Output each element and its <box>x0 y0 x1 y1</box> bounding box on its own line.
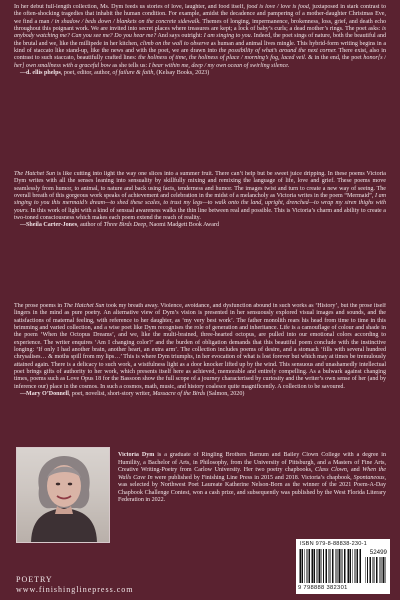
blurb-odonnell <box>14 303 386 433</box>
barcode-bar <box>367 557 368 583</box>
barcode-bar <box>330 549 331 583</box>
isbn-barcode <box>299 549 361 583</box>
barcode-bar <box>319 549 321 583</box>
barcode-bar <box>376 557 378 583</box>
price-barcode <box>365 557 386 583</box>
barcode-bar <box>314 549 316 583</box>
barcode-digits: 9 798888 382301 <box>298 585 348 591</box>
barcode-bar <box>305 549 306 583</box>
barcode-bar <box>311 549 312 583</box>
price-code: 52499 <box>369 549 387 556</box>
author-bio: Victoria Dym is a graduate of Ringling Brothers Barnum and Bailey Clown College with a degree in Humility, a Bachelor of Arts, in Philosophy, from the University of Pittsburgh, and a Masters of Fine Arts, Creative Writing-Poetry from Carlow University. Her two poetry chapbooks, Class Clown, and When the Walls Cave In were published by Finishing Line Press in 2015 and 2018. Victoria’s chapbook, Spontaneous, was selected by Northwest Poet Laureate Katherine Nelson-Born as the winner of the 2021 Poem-A-Day Chapbook Challenge Contest, won a cash prize, and subsequently was published by the West Florida Literary Federation in 2022. <box>118 452 386 503</box>
barcode-bar <box>307 549 308 583</box>
barcode-bar <box>342 549 343 583</box>
barcode-bar <box>323 549 324 583</box>
barcode-bar <box>372 557 373 583</box>
barcode-bar <box>383 557 385 583</box>
barcode-bar <box>318 549 319 583</box>
barcode-bar <box>339 549 341 583</box>
blurb-text: The prose poems in The Hatchet Sun took my breath away. Violence, avoidance, and dysfunction abound in such works as ‘History’, but the prose itself lingers in the mind as pure poetry. An alternative view of Dym’s vision is presented in her sensuously explored visual images and sounds, and the satisfactions of maternal feeling, with reference to her daughter, as ‘my very best work’. The father monolith rears his head from time to time in this brimming and varied collection, and a wise poet like Dym recognises the role of generation and inheritance. Life is a camouflage of colour and shade in the poem ‘When the Octopus Dreams’, and we, like the multi-brained, three-hearted octopus, are pulled into our emotional colors according to experience. The writer enquires ‘Am I changing color?’ and the burden of obligation demands that this beautiful poem conclude with the instinctive longing: ‘If only I had another brain, another heart, an extra arm’. The collection includes poems of desire, and a stomach ‘fills with several hundred chrysalises… & moths spill from my lips…’ This is where Dym triumphs, in her evocation of what is lost forever but which may at times be tremulously attained again. There is a delicacy to such work, a wistfulness light as a door knocker lifted up by the wind. This sensuous and unashamedly intellectual poet brings gifts of authority to her work, which presents itself here as achieved, memorable and entirely compelling. As a bulwark against changing times, poems such as Love Opus 18 for the Bassoon show the full scope of a journey characterised by curiosity and the writer’s own sense of her (and by inference our) place in the cosmos. In such a cosmos, math, music, and history coalesce quite magnificently. A collection to be savoured. <box>14 303 386 390</box>
barcode-bar <box>385 557 386 583</box>
barcode-bar <box>353 549 354 583</box>
blurb-text: The Hatchet Sun is like cutting into light the way one slices into a summer fruit. There can’t help but be sweet juice dripping. In these poems Victoria Dym writes with all the senses leaning into sensuality by skillfully mixing and remixing the language of life, love and grief. These poems move seamlessly from humor, to animal, to nature and back using facts, tenderness and humor. The images twist and turn to create a new way of seeing. The overall breath of this gorgeous work speaks of achievement and celebration in the midst of a melancholy as Victoria writes in the poem “Mermaid”, I am singing to you this mermaid’s dream—to shed these scales, to trust my legs—to walk onto the land, upright, drenched—to wrap my siren thighs with yours. In this work of light with a kind of sensual awareness walks the thin line between real and possible. This is Victoria’s charm and ability to create a two-toned consciousness which makes each poem extend the reach of reality. <box>14 171 386 222</box>
publisher-website[interactable]: www.finishinglinepress.com <box>16 585 134 594</box>
barcode-bar <box>299 549 300 583</box>
barcode-bar <box>359 549 360 583</box>
author-photo <box>16 447 110 543</box>
isbn-label: ISBN 979-8-88838-230-1 <box>300 541 367 547</box>
barcode-bar <box>328 549 329 583</box>
barcode-bar <box>374 557 375 583</box>
barcode-bar <box>332 549 334 583</box>
barcode-bar <box>321 549 322 583</box>
barcode-bar <box>348 549 349 583</box>
blurb-text: In her debut full-length collection, Ms. Dym feeds us stories of love, laughter, and food itself, food is love / love is food, juxtaposed in stark contrast to the often-shocking tragedies that inhabit the human condition. For example, amidst the decadence and pampering of a mother-daughter Christmas Eve, we find a man / in shadow / beds down / blankets on the concrete sidewalk. Themes of longing, impermanence, brokenness, loss, grief, and death echo throughout this poignant work. We are invited into secret places where treasures are kept; a lock of baby’s curls; a dead mother’s rings. The poet asks: is anybody watching me? Can you see me? Do you hear me? And says outright: I am singing to you. Indeed, the poet sings of nature, both the beautiful and the brutal and we, like the millipede in her kitchen, climb on the wall to observe as human and animal lives mingle. This hybrid-form writing begins in a kind of staccato like stand-up, like the news and with the poet, we are drawn into the possibility of what’s around the next corner. There exist, also in contrast to such staccato, beautifully crafted lines: the holiness of time, the holiness of place / morning’s fog, laced veil. & in the end, the poet honor[s / her] own smallness with a graceful bow as she tells us: I bear within me, deep / my own ocean of swirling silence. <box>14 4 386 69</box>
blurb-attribution: —d. ellis phelps, poet, editor, author, of failure & faith, (Kelsay Books, 2023) <box>20 70 210 77</box>
barcode-bar <box>300 549 301 583</box>
barcode-bar <box>302 549 304 583</box>
blurb-attribution: —Sheila Carter-Jones, author of Three Birds Deep, Naomi Madgett Book Award <box>20 222 219 229</box>
barcode-bar <box>350 549 352 583</box>
barcode-bar <box>341 549 342 583</box>
publisher-footer <box>16 575 133 595</box>
author-portrait-image <box>17 448 110 543</box>
barcode-bar <box>337 549 338 583</box>
barcode-bar <box>312 549 313 583</box>
blurb-carter-jones <box>14 171 386 293</box>
barcode-bar <box>379 557 380 583</box>
barcode-bar <box>381 557 382 583</box>
barcode-bar <box>365 557 366 583</box>
barcode-bar <box>326 549 328 583</box>
barcode-bar <box>360 549 361 583</box>
barcode-bar <box>344 549 346 583</box>
blurb-phelps <box>14 4 386 129</box>
barcode-bar <box>357 549 359 583</box>
barcode-bar <box>347 549 348 583</box>
barcode-bar <box>386 557 387 583</box>
barcode-box <box>296 539 390 594</box>
blurb-attribution: —Mary O’Donnell, poet, novelist, short-story writer, Massacre of the Birds (Salmon, 2020) <box>20 391 245 398</box>
barcode-bar <box>355 549 356 583</box>
barcode-bar <box>370 557 372 583</box>
barcode-bar <box>335 549 336 583</box>
barcode-bar <box>309 549 311 583</box>
barcode-bar <box>316 549 317 583</box>
category-label: POETRY <box>16 575 53 584</box>
